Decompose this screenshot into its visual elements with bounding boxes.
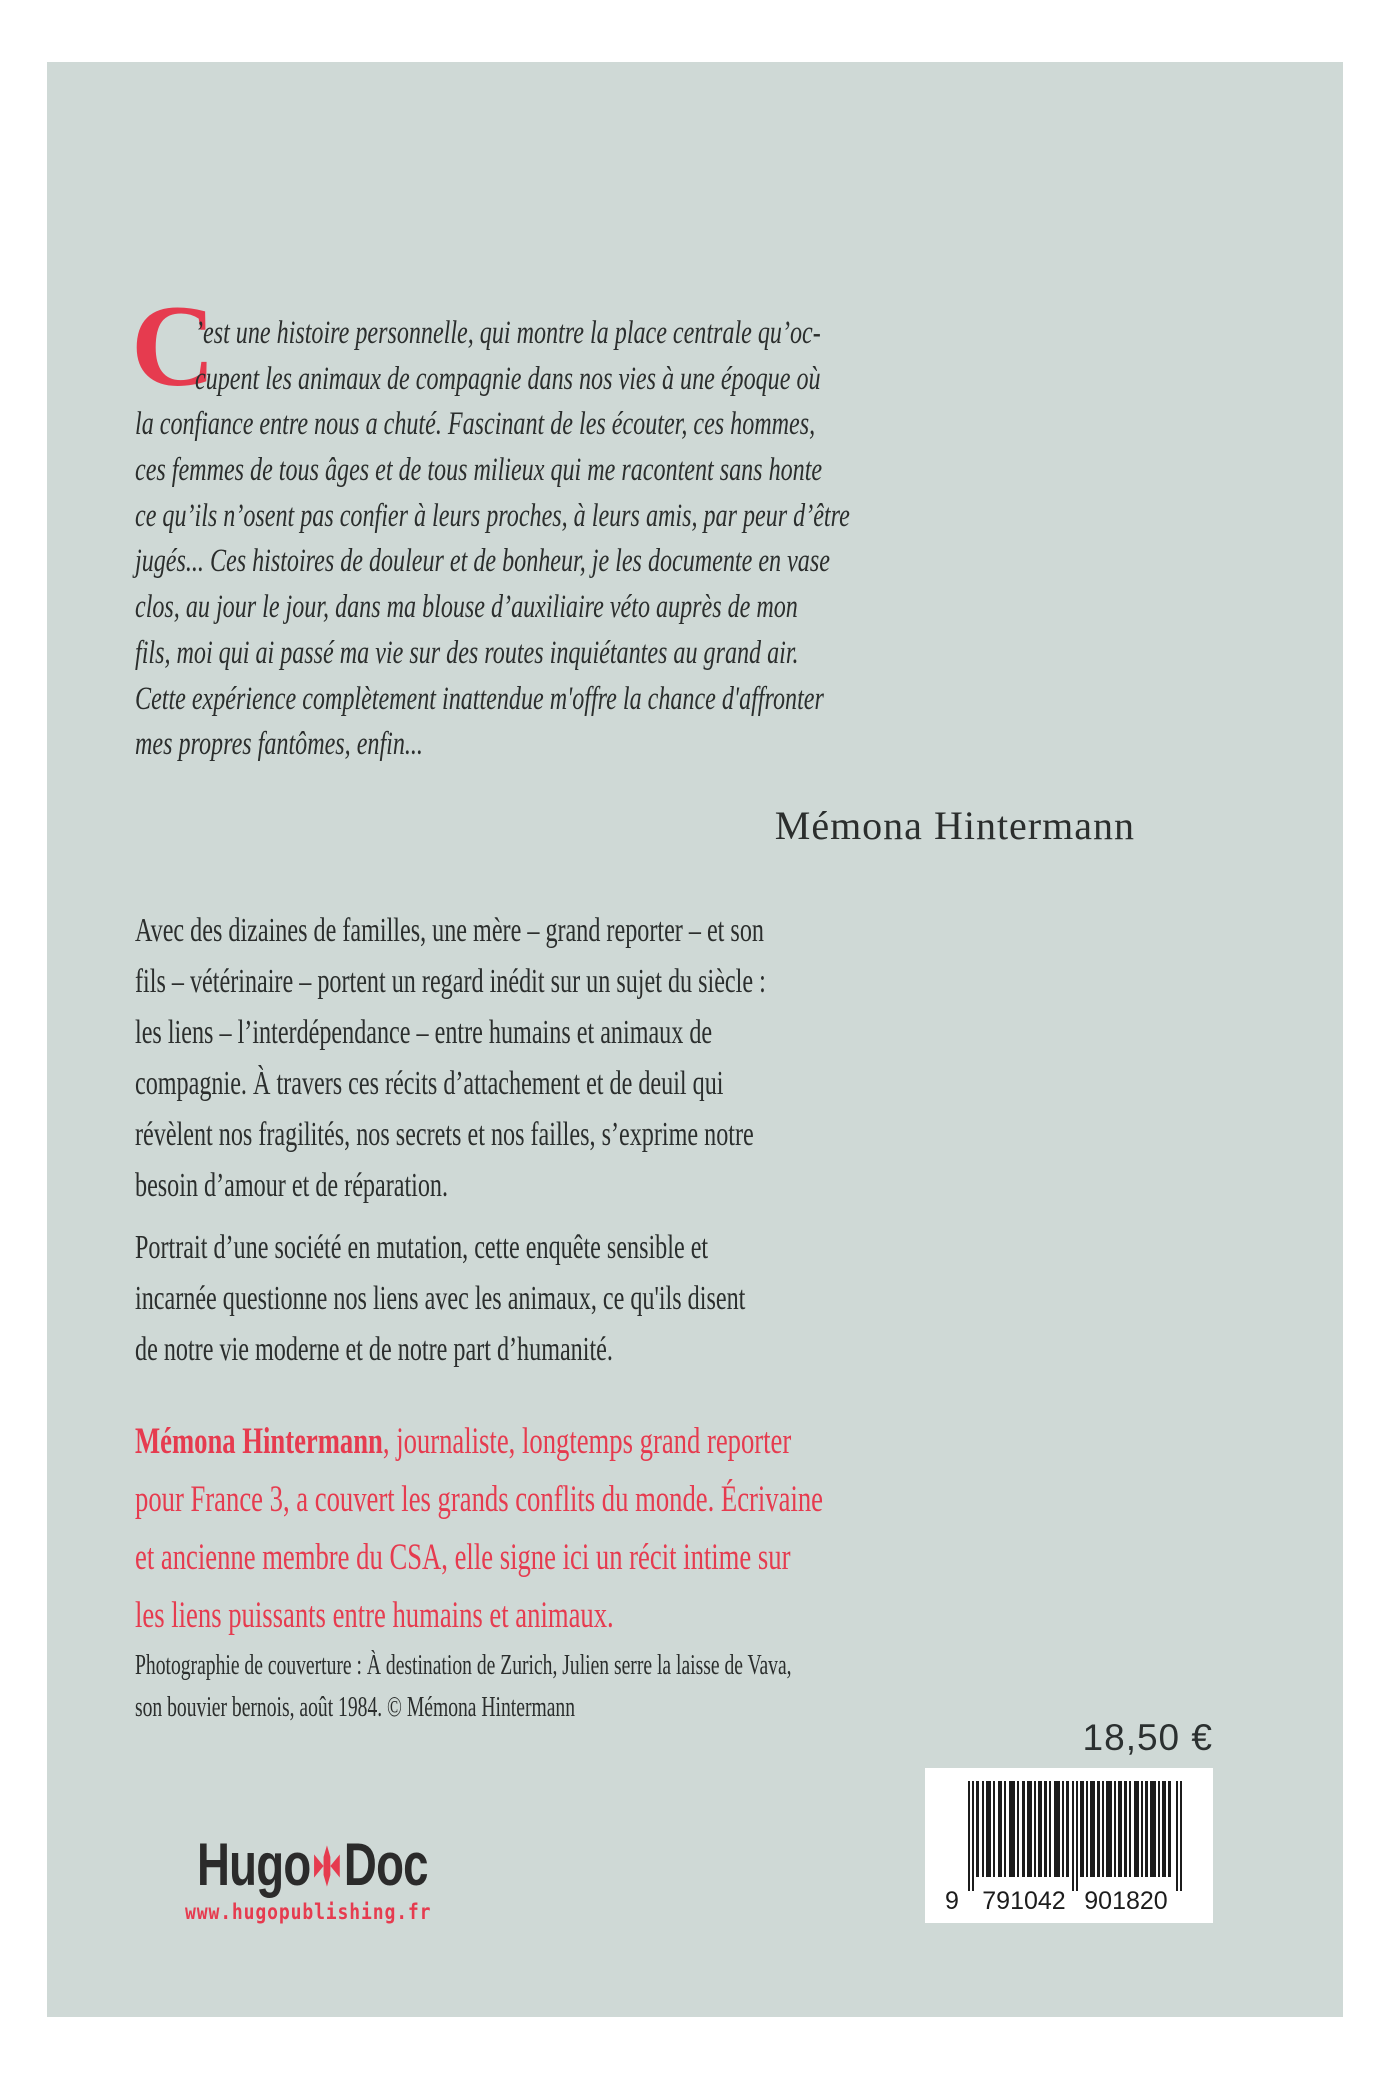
quote-line: clos, au jour le jour, dans ma blouse d’auxiliaire véto auprès de mon xyxy=(135,589,798,626)
author-bio-line: et ancienne membre du CSA, elle signe ici un récit intime sur xyxy=(135,1537,791,1578)
pull-quote xyxy=(135,311,935,768)
author-bio-text: , journaliste, longtemps grand reporter xyxy=(382,1421,792,1462)
back-cover-panel xyxy=(47,62,1343,2017)
barcode-bars xyxy=(944,1779,1194,1913)
author-name: Mémona Hintermann xyxy=(135,1421,383,1462)
author-bio-line: les liens puissants entre humains et animaux. xyxy=(135,1595,614,1636)
synopsis-line: Avec des dizaines de familles, une mère – grand reporter – et son xyxy=(135,912,764,949)
price-label: 18,50 € xyxy=(1082,1717,1213,1758)
barcode-digit-first: 9 xyxy=(945,1886,959,1913)
photo-credit xyxy=(135,1645,935,1729)
quote-line: la confiance entre nous a chuté. Fascinant de les écouter, ces hommes, xyxy=(135,406,816,443)
barcode xyxy=(925,1768,1213,1923)
photo-credit-line: son bouvier bernois, août 1984. © Mémona Hintermann xyxy=(135,1692,576,1723)
quote-line: cupent les animaux de compagnie dans nos vies à une époque où xyxy=(195,360,821,397)
synopsis-paragraph-2 xyxy=(135,1222,935,1375)
drop-cap: C xyxy=(131,282,216,411)
synopsis-line: incarnée questionne nos liens avec les animaux, ce qu'ils disent xyxy=(135,1280,746,1317)
synopsis-line: fils – vétérinaire – portent un regard inédit sur un sujet du siècle : xyxy=(135,963,766,1000)
barcode-digit-group: 791042 xyxy=(982,1886,1066,1913)
publisher-logo xyxy=(197,1832,428,1896)
publisher-logo-doc: Doc xyxy=(343,1830,428,1898)
synopsis-line: de notre vie moderne et de notre part d’humanité. xyxy=(135,1331,613,1368)
quote-attribution: Mémona Hintermann xyxy=(774,803,1135,848)
quote-line: ces femmes de tous âges et de tous milieux qui me racontent sans honte xyxy=(135,452,823,489)
quote-line: Cette expérience complètement inattendue m'offre la chance d'affronter xyxy=(135,680,824,717)
synopsis-line: Portrait d’une société en mutation, cette enquête sensible et xyxy=(135,1229,709,1266)
quote-line: ’est une histoire personnelle, qui montre la place centrale qu’oc- xyxy=(195,315,821,351)
author-bio-line xyxy=(135,1413,792,1471)
synopsis-line: besoin d’amour et de réparation. xyxy=(135,1167,449,1204)
synopsis-line: compagnie. À travers ces récits d’attachement et de deuil qui xyxy=(135,1065,724,1102)
author-bio-line: pour France 3, a couvert les grands conflits du monde. Écrivaine xyxy=(135,1479,823,1520)
publisher-website: www.hugopublishing.fr xyxy=(185,1900,432,1924)
quote-line: mes propres fantômes, enfin... xyxy=(135,726,423,763)
publisher-logo-hugo: Hugo xyxy=(197,1830,311,1898)
barcode-digit-group: 901820 xyxy=(1084,1886,1168,1913)
compass-diamond-icon xyxy=(314,1843,340,1889)
author-bio xyxy=(135,1413,935,1645)
synopsis-line: révèlent nos fragilités, nos secrets et nos failles, s’exprime notre xyxy=(135,1116,754,1153)
quote-line: jugés... Ces histoires de douleur et de bonheur, je les documente en vase xyxy=(135,543,830,580)
quote-line: fils, moi qui ai passé ma vie sur des routes inquiétantes au grand air. xyxy=(135,634,799,671)
synopsis-line: les liens – l’interdépendance – entre humains et animaux de xyxy=(135,1014,713,1051)
synopsis-paragraph-1 xyxy=(135,905,935,1211)
quote-line: ce qu’ils n’osent pas confier à leurs proches, à leurs amis, par peur d’être xyxy=(135,497,850,534)
photo-credit-line: Photographie de couverture : À destination de Zurich, Julien serre la laisse de Vava, xyxy=(135,1650,792,1681)
